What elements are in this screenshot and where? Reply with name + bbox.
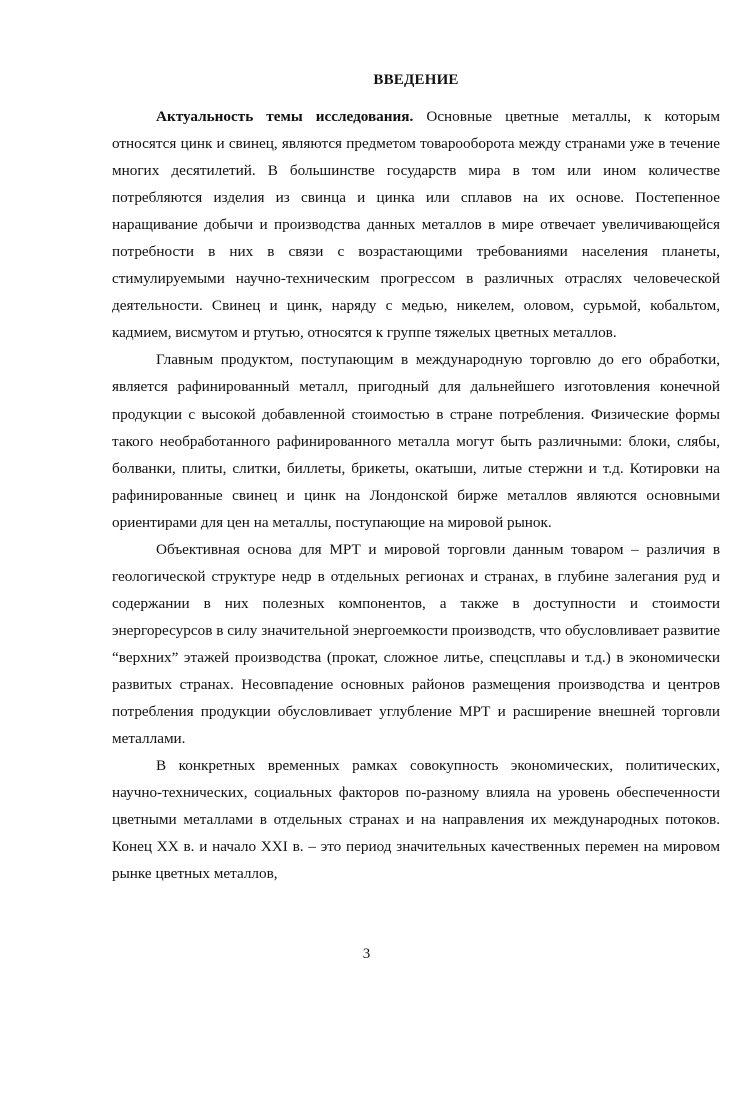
section-heading: ВВЕДЕНИЕ	[373, 72, 459, 88]
paragraph-1-text: Основные цветные металлы, к которым относятся цинк и свинец, являются предметом товарооборота между странами уже в течение многих десятилетий. В большинстве государств мира в том или ином количестве потребляются изделия из свинца и цинка или сплавов на их основе. Постепенное наращивание добычи и производства данных металлов в мире отвечает увеличивающейся потребности в них в связи с возрастающими требованиями населения планеты, стимулируемыми научно-техническим прогрессом в различных отраслях человеческой деятельности. Свинец и цинк, наряду с медью, никелем, оловом, сурьмой, кобальтом, кадмием, висмутом и ртутью, относятся к группе тяжелых цветных металлов.	[112, 108, 720, 342]
paragraph-1	[112, 103, 720, 346]
paragraph-2-text: Главным продуктом, поступающим в международную торговлю до его обработки, является рафинированный металл, пригодный для дальнейшего изготовления конечной продукции с высокой добавленной стоимостью в стране потребления. Физические формы такого необработанного рафинированного металла могут быть различными: блоки, слябы, болванки, плиты, слитки, биллеты, брикеты, окатыши, литые стержни и т.д. Котировки на рафинированные свинец и цинк на Лондонской бирже металлов являются основными ориентирами для цен на металлы, поступающие на мировой рынок.	[112, 351, 720, 531]
paragraph-3-text: Объективная основа для МРТ и мировой торговли данным товаром – различия в геологической структуре недр в отдельных регионах и странах, в глубине залегания руд и содержании в них полезных компонентов, а также в доступности и стоимости энергоресурсов в силу значительной энергоемкости производств, что обусловливает развитие “верхних” этажей производства (прокат, сложное литье, спецсплавы и т.д.) в экономически развитых странах. Несовпадение основных районов размещения производства и центров потребления продукции обусловливает углубление МРТ и расширение внешней торговли металлами.	[112, 540, 720, 748]
page-content	[112, 70, 720, 887]
paragraph-3	[112, 536, 720, 752]
paragraph-4-text: В конкретных временных рамках совокупность экономических, политических, научно-технических, социальных факторов по-разному влияла на уровень обеспеченности цветными металлами в отдельных странах и на направления их международных потоков. Конец XX в. и начало XXI в. – это период значительных качественных перемен на мировом рынке цветных металлов,	[112, 757, 720, 883]
paragraph-2	[112, 346, 720, 535]
paragraph-1-lead: Актуальность темы исследования.	[156, 108, 414, 125]
paragraph-4	[112, 752, 720, 887]
page-number: 3	[362, 946, 371, 962]
